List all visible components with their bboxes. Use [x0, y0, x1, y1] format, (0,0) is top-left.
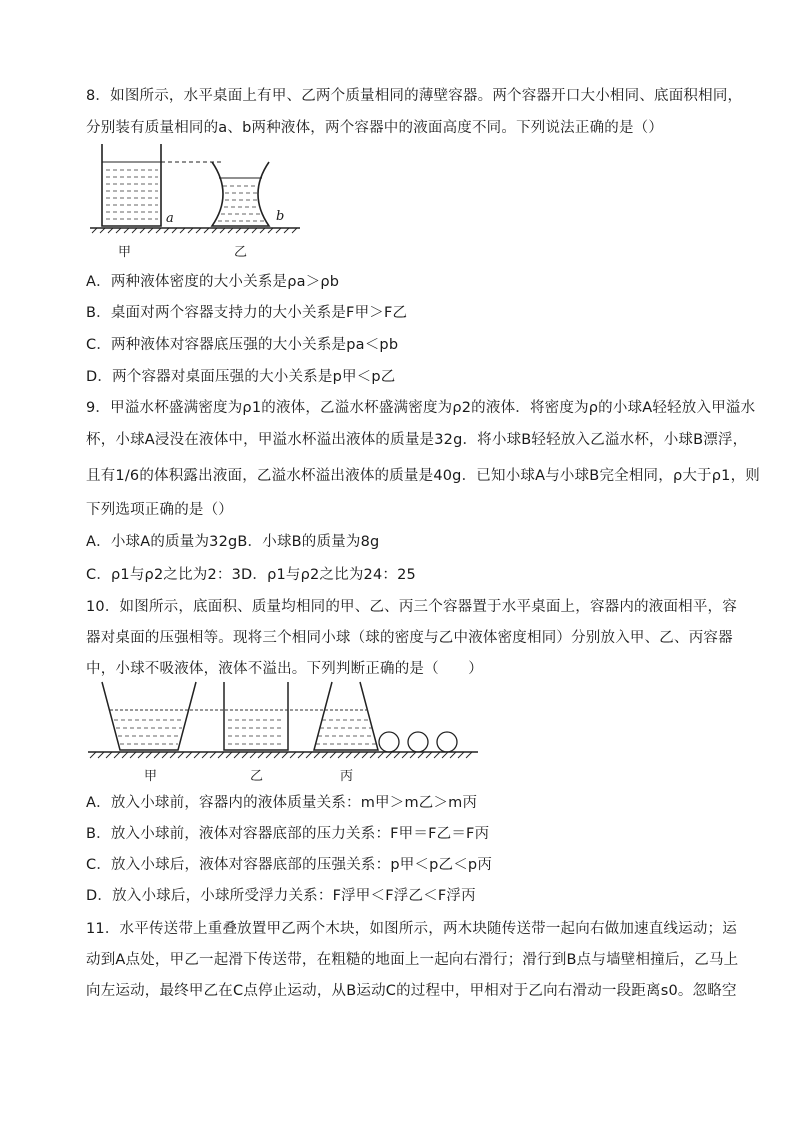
- q8-label-b: b: [276, 209, 285, 224]
- q8-option-d: D．两个容器对桌面压强的大小关系是p甲＜p乙: [86, 369, 396, 385]
- q11-stem-line1: 11．水平传送带上重叠放置甲乙两个木块，如图所示，两木块随传送带一起向右做加速直线运动；运: [86, 921, 737, 937]
- q8-stem-line2: 分别装有质量相同的a、b两种液体，两个容器中的液面高度不同。下列说法正确的是（）: [86, 120, 664, 136]
- q9-stem-line2: 杯，小球A浸没在液体中，甲溢水杯溢出液体的质量是32g．将小球B轻轻放入乙溢水杯，小球B漂浮，: [86, 432, 748, 448]
- q8-label-jia: 甲: [118, 245, 132, 260]
- q10-stem-line2: 器对桌面的压强相等。现将三个相同小球（球的密度与乙中液体密度相同）分别放入甲、乙、丙容器: [86, 630, 733, 646]
- q10-stem-line1: 10．如图所示，底面积、质量均相同的甲、乙、丙三个容器置于水平桌面上，容器内的液面相平，容: [86, 599, 737, 615]
- q10-option-b: B．放入小球前，液体对容器底部的压力关系：F甲＝F乙＝F丙: [86, 826, 490, 842]
- q11-stem-line3: 向左运动，最终甲乙在C点停止运动，从B运动C的过程中，甲相对于乙向右滑动一段距离s0。忽略空: [86, 983, 737, 999]
- q10-option-d: D．放入小球后，小球所受浮力关系：F浮甲＜F浮乙＜F浮丙: [86, 888, 476, 904]
- q8-label-yi: 乙: [234, 245, 248, 260]
- q9-stem-line3: 且有1/6的体积露出液面，乙溢水杯溢出液体的质量是40g．已知小球A与小球B完全相同，ρ大于ρ1，则: [86, 468, 760, 484]
- q8-option-a: A．两种液体密度的大小关系是ρa＞ρb: [86, 274, 340, 290]
- q10-figure: [86, 680, 486, 770]
- q8-option-c: C．两种液体对容器底压强的大小关系是pa＜pb: [86, 337, 399, 353]
- q10-label-yi: 乙: [250, 769, 264, 784]
- q9-stem-line1: 9．甲溢水杯盛满密度为ρ1的液体，乙溢水杯盛满密度为ρ2的液体．将密度为ρ的小球A轻轻放入甲溢水: [86, 400, 756, 416]
- q8-stem-line1: 8．如图所示，水平桌面上有甲、乙两个质量相同的薄壁容器。两个容器开口大小相同、底面积相同，: [86, 88, 743, 104]
- q10-label-bing: 丙: [340, 769, 354, 784]
- q9-option-ab: A．小球A的质量为32gB．小球B的质量为8g: [86, 534, 380, 550]
- q9-stem-line4: 下列选项正确的是（）: [86, 502, 233, 518]
- q10-option-a: A．放入小球前，容器内的液体质量关系：m甲＞m乙＞m丙: [86, 795, 478, 811]
- q8-label-a: a: [166, 211, 174, 226]
- q8-option-b: B．桌面对两个容器支持力的大小关系是F甲＞F乙: [86, 305, 408, 321]
- q10-option-c: C．放入小球后，液体对容器底部的压强关系：p甲＜p乙＜p丙: [86, 857, 493, 873]
- q10-label-jia: 甲: [144, 769, 158, 784]
- q11-stem-line2: 动到A点处，甲乙一起滑下传送带，在粗糙的地面上一起向右滑行；滑行到B点与墙壁相撞后，乙马上: [86, 952, 739, 968]
- q9-option-cd: C．ρ1与ρ2之比为2：3D．ρ1与ρ2之比为24：25: [86, 567, 416, 583]
- q10-stem-line3: 中，小球不吸液体，液体不溢出。下列判断正确的是（ ）: [86, 661, 483, 677]
